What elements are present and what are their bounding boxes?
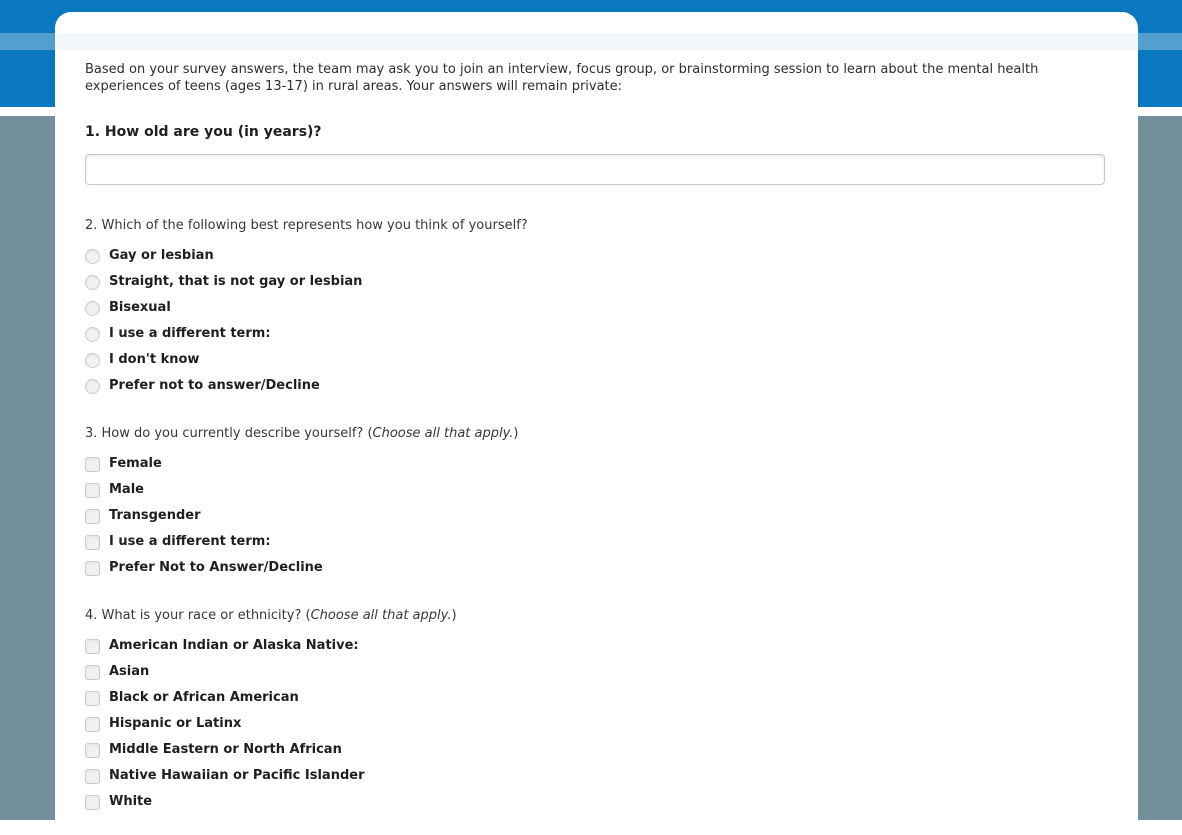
option-label: Hispanic or Latinx bbox=[109, 716, 242, 731]
option-label: Black or African American bbox=[109, 690, 299, 705]
option-row bbox=[85, 529, 1105, 555]
option-label: Transgender bbox=[109, 508, 201, 523]
question-label-text: 3. How do you currently describe yourself? ( bbox=[85, 426, 373, 441]
option-row bbox=[85, 269, 1105, 295]
radio-button[interactable] bbox=[85, 379, 100, 394]
checkbox[interactable] bbox=[85, 691, 100, 706]
option-row bbox=[85, 373, 1105, 399]
checkbox[interactable] bbox=[85, 665, 100, 680]
question-race-options bbox=[85, 633, 1105, 815]
option-label: American Indian or Alaska Native: bbox=[109, 638, 359, 653]
question-label-hint: Choose all that apply. bbox=[372, 426, 514, 441]
question-label-text: ) bbox=[451, 608, 457, 623]
checkbox[interactable] bbox=[85, 535, 100, 550]
radio-button[interactable] bbox=[85, 275, 100, 290]
checkbox[interactable] bbox=[85, 639, 100, 654]
question-age bbox=[85, 123, 1105, 185]
checkbox[interactable] bbox=[85, 795, 100, 810]
radio-button[interactable] bbox=[85, 301, 100, 316]
option-label: Female bbox=[109, 456, 162, 471]
survey-card bbox=[55, 12, 1138, 820]
checkbox[interactable] bbox=[85, 509, 100, 524]
question-gender-label bbox=[85, 425, 1105, 442]
checkbox[interactable] bbox=[85, 457, 100, 472]
question-orientation-label bbox=[85, 217, 1105, 234]
question-gender-options bbox=[85, 451, 1105, 581]
question-race bbox=[85, 607, 1105, 815]
survey-intro-text: Based on your survey answers, the team may ask you to join an interview, focus group, or brainstorming session to learn about the mental health experiences of teens (ages 13-17) in rural areas. Your answers will remain private: bbox=[85, 62, 1039, 94]
option-row bbox=[85, 243, 1105, 269]
option-label: Middle Eastern or North African bbox=[109, 742, 342, 757]
option-row bbox=[85, 789, 1105, 815]
option-row bbox=[85, 685, 1105, 711]
option-label: I use a different term: bbox=[109, 534, 271, 549]
option-row bbox=[85, 633, 1105, 659]
checkbox[interactable] bbox=[85, 743, 100, 758]
option-row bbox=[85, 555, 1105, 581]
question-label-text: 2. Which of the following best represents how you think of yourself? bbox=[85, 218, 528, 233]
checkbox[interactable] bbox=[85, 561, 100, 576]
question-race-label bbox=[85, 607, 1105, 624]
option-label: Straight, that is not gay or lesbian bbox=[109, 274, 363, 289]
question-orientation bbox=[85, 217, 1105, 399]
option-label: I use a different term: bbox=[109, 326, 271, 341]
option-row bbox=[85, 451, 1105, 477]
question-label-hint: Choose all that apply. bbox=[310, 608, 452, 623]
option-label: Prefer not to answer/Decline bbox=[109, 378, 320, 393]
option-row bbox=[85, 503, 1105, 529]
option-row bbox=[85, 347, 1105, 373]
checkbox[interactable] bbox=[85, 769, 100, 784]
survey-content bbox=[55, 12, 1138, 835]
option-label: Gay or lesbian bbox=[109, 248, 214, 263]
question-orientation-options bbox=[85, 243, 1105, 399]
option-row bbox=[85, 737, 1105, 763]
radio-button[interactable] bbox=[85, 353, 100, 368]
checkbox[interactable] bbox=[85, 717, 100, 732]
option-label: Prefer Not to Answer/Decline bbox=[109, 560, 323, 575]
radio-button[interactable] bbox=[85, 249, 100, 264]
option-row bbox=[85, 711, 1105, 737]
option-label: Asian bbox=[109, 664, 150, 679]
option-label: Male bbox=[109, 482, 144, 497]
question-label-text: 4. What is your race or ethnicity? ( bbox=[85, 608, 311, 623]
question-age-label bbox=[85, 123, 1105, 141]
option-label: Bisexual bbox=[109, 300, 171, 315]
age-input[interactable] bbox=[85, 154, 1105, 185]
option-row bbox=[85, 763, 1105, 789]
option-row bbox=[85, 477, 1105, 503]
option-row bbox=[85, 659, 1105, 685]
question-label-text: 1. How old are you (in years)? bbox=[85, 124, 322, 140]
radio-button[interactable] bbox=[85, 327, 100, 342]
option-row bbox=[85, 321, 1105, 347]
option-label: I don't know bbox=[109, 352, 200, 367]
question-label-text: ) bbox=[513, 426, 519, 441]
option-label: White bbox=[109, 794, 153, 809]
option-row bbox=[85, 295, 1105, 321]
option-label: Native Hawaiian or Pacific Islander bbox=[109, 768, 365, 783]
checkbox[interactable] bbox=[85, 483, 100, 498]
question-gender bbox=[85, 425, 1105, 581]
